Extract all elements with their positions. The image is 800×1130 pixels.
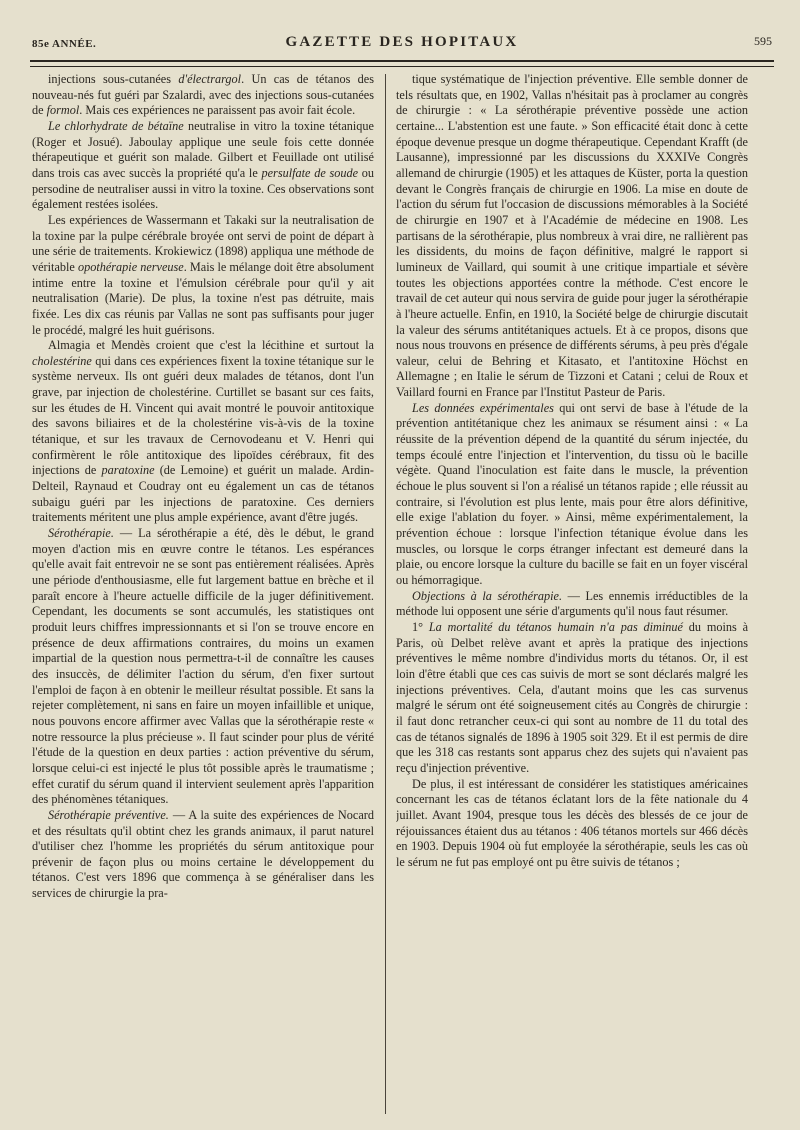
paragraph <box>32 338 374 526</box>
text-run: — Les ennemis irréductibles de la méthode lui opposent une série d'arguments qu'il nous faut résumer. <box>396 588 748 619</box>
paragraph <box>396 72 748 401</box>
text-run: Almagia et Mendès croient que c'est la lécithine et surtout la <box>48 338 374 353</box>
italic-run: Sérothérapie. <box>48 526 114 541</box>
italic-run: formol <box>46 103 80 118</box>
journal-title: GAZETTE DES HOPITAUX <box>285 34 519 50</box>
text-run: Les expériences de Wassermann et Takaki sur la neutralisation de la toxine par la pulpe cérébrale broyée ont servi de point de départ à une série de traitements. Krokiewicz (1898) appliqua une méthode de véritable <box>32 212 374 274</box>
paragraph <box>396 620 748 777</box>
paragraph <box>32 119 374 213</box>
text-run: — A la suite des expériences de Nocard et des résultats qu'il obtint chez les grands animaux, il parut naturel d'utiliser chez l'homme les propriétés du sérum antitoxique pour prévenir de façon plus ou moins certaine le développement du tétanos. C'est vers 1896 que commença à se généraliser dans les services de chirurgie la pra- <box>32 807 374 901</box>
header-rule-thick <box>30 60 774 62</box>
text-run: ou persodine de neutraliser aussi in vitro la toxine. Ces observations sont également restées isolées. <box>32 165 374 212</box>
text-run: tique systématique de l'injection préventive. Elle semble donner de tels résultats que, en 1902, Vallas n'hésitait pas à proclamer au congrès de chirurgie : « La sérothérapie préventive possède une action certaine... L'abstention est une faute. » Son efficacité était donc à cette époque devenue presque un dogme thérapeutique. Cependant Krafft (de Lausanne), impressionné par les discussions du XXXIVe Congrès allemand de chirurgie (1905) et les attaques de Küster, porta la question devant le Congrès français de chirurgie en 1906. La mise en doute de l'action du sérum fut l'occasion de discussions mémorables à la Société de chirurgie en 1907 et à l'Académie de médecine en 1908. Les partisans de la sérothérapie, plus nombreux à vrai dire, ne rallièrent pas les dissidents, du moins de façon définitive, malgré le rapport si lumineux de Vaillard, qui soumit à une critique impartiale et sévère toutes les objections apportées contre la méthode. C'est encore le travail de cet auteur qui nous servira de guide pour juger la sérothérapie à l'heure actuelle. Enfin, en 1910, la Société belge de chirurgie discutait la valeur des sérums antitétaniques actuels. Et à ce propos, disons que nous nous trouvons en présence de différents sérums, à peu près d'égale valeur, celui de Behring et Kitasato, et l'antitoxine Höchst en Allemagne ; en Italie le sérum de Tizzoni et Catani ; celui de Roux et Vaillard fourni en France par l'Institut Pasteur de Paris. <box>396 72 748 400</box>
italic-run: persulfate de soude <box>261 165 359 180</box>
page-header <box>30 30 774 54</box>
italic-run: d'électrargol <box>178 72 242 86</box>
paragraph <box>396 589 748 620</box>
text-run: injections sous-cutanées <box>48 72 179 86</box>
volume-year: 85e ANNÉE. <box>32 38 97 50</box>
text-run: du moins à Paris, où Delbet relève avant et après la pratique des injections préventives le même nombre d'individus morts du tétanos. Or, il est loin d'être établi que ces cas suivis de mort se sont déclarés malgré les injections préventives. Cela, d'autant moins que les cas survenus malgré le sérum ont été soigneusement cités au Congrès de chirurgie : il faut donc retrancher ceux-ci qui sont au nombre de 11 du total des cas de tétanos signalés de 1896 à 1905 soit 329. Et il est permis de dire que les 318 cas restants sont apparus chez des sujets qui n'avaient pas reçu d'injection préventive. <box>396 619 748 775</box>
paragraph <box>396 401 748 589</box>
italic-run: Le chlorhydrate de bétaïne <box>48 118 184 133</box>
paragraph <box>32 72 374 119</box>
italic-run: paratoxine <box>101 463 155 478</box>
italic-run: cholestérine <box>32 353 92 368</box>
text-run: . Mais le mélange doit être absolument intime entre la toxine et l'émulsion cérébrale pour qu'il y ait neutralisation (Marie). De plus, la toxine n'est pas détruite, mais fixée. Les dix cas réunis par Vallas ne sont pas suffisants pour juger le procédé, malgré les huit guérisons. <box>32 259 374 337</box>
text-run: (de Lemoine) et guérit un malade. Ardin-Delteil, Raynaud et Coudray ont eu également un cas de tétanos subaigu guéri par les injections de paratoxine. Ces derniers traitements méritent une plus ample expérience, avant d'être jugés. <box>32 463 374 525</box>
italic-run: Sérothérapie préventive. <box>48 807 169 822</box>
paragraph <box>32 526 374 808</box>
italic-run: La mortalité du tétanos humain n'a pas diminué <box>428 619 683 634</box>
paragraph <box>32 808 374 902</box>
left-column <box>32 72 374 1122</box>
text-run: — La sérothérapie a été, dès le début, le grand moyen d'action mis en œuvre contre le tétanos. Les espérances qu'elle avait fait entrevoir ne se sont pas entièrement réalisées. Après une période d'enthousiasme, elle fut largement battue en brèche et il paraît encore à l'heure actuelle difficile de la juger définitivement. Cependant, les documents se sont accumulés, les statistiques ont produit leurs chiffres impressionnants et si l'on se trouve encore en présence de deux affirmations contraires, du moins un examen impartial de la question nous permettra-t-il de connaître les causes des insuccès, de délimiter l'action du sérum, d'en fixer surtout l'emploi de façon à en obtenir le meilleur résultat possible. Et sans la rejeter complètement, ni sans en faire un moyen infaillible et unique, nous pouvons encore affirmer avec Vallas que la sérothérapie reste « notre ressource la plus précieuse ». Il faut scinder pour plus de vérité l'étude de la question en deux parties : action préventive du sérum, lorsque celui-ci est injecté le plus tôt possible après le traumatisme ; effet curatif du sérum quand il intervient seulement après l'apparition des phénomènes tétaniques. <box>32 526 374 807</box>
text-run: . Un cas de tétanos des nouveau-nés fut guéri par Szalardi, avec des injections sous-cutanées de <box>32 72 374 118</box>
right-column <box>396 72 748 1122</box>
text-run: neutralise in vitro la toxine tétanique (Roger et Josué). Jaboulay applique une seule fois cette donnée thérapeutique et guérit son malade. Gilbert et Feuillade ont utilisé dans trois cas avec succès la propriété qu'a le <box>32 118 374 180</box>
column-divider <box>385 74 386 1114</box>
header-rule-thin <box>30 66 774 67</box>
page-number: 595 <box>754 34 772 48</box>
text-run: . Mais ces expériences ne paraissent pas avoir fait école. <box>79 103 356 118</box>
text-run: qui ont servi de base à l'étude de la prévention antitétanique chez les animaux se résument ainsi : « La réussite de la prévention dépend de la quantité du sérum injectée, du temps écoulé entre l'injection et l'intervention, du tissu où le bacille végète. Quand l'inoculation est faite dans le muscle, la prévention échoue le plus souvent si l'on a réalisé un tétanos rapide ; elle réussit au contraire, si l'évolution est plus lente, mais pour être alors définitive, elle exige l'ablation du foyer. » Ainsi, même expérimentalement, la prévention échoue : lorsque l'infection tétanique évolue dans les muscles, ou lorsque le corps étranger infectant est demeuré dans la plaie, ou encore lorsque la culture du bacille se fait en un foyer viscéral ou hémorragique. <box>396 400 748 587</box>
paragraph <box>32 213 374 338</box>
text-run: De plus, il est intéressant de considérer les statistiques américaines concernant les cas de tétanos éclatant lors de la fête nationale du 4 juillet. Avant 1904, presque tous les décès des blessés de ce jour de réjouissances étaient dus au tétanos : 406 tétanos mortels sur 466 décès en 1903. Depuis 1904 où fut employée la sérothérapie, seuls les cas où le sérum ne fut pas employé ont pu être suivis de tétanos ; <box>396 776 748 869</box>
italic-run: Objections à la sérothérapie. <box>412 588 563 603</box>
text-run: 1° <box>412 619 429 634</box>
italic-run: opothérapie nerveuse <box>77 259 184 274</box>
text-run: qui dans ces expériences fixent la toxine tétanique sur le système nerveux. Ils ont guéri deux malades de tétanos, dont l'un grave, par injection de cholestérine. Curtillet se basant sur ces faits, sur les études de H. Vincent qui avait montré le pouvoir antitoxique des savons biliaires et de la cholestérine vis-à-vis de la toxine tétanique, et sur les travaux de Cernovodeanu et V. Henri qui confirmèrent le rôle antitoxique des lipoïdes cérébraux, fit des injections de <box>32 353 374 478</box>
italic-run: Les données expérimentales <box>412 400 554 415</box>
paragraph <box>396 777 748 871</box>
